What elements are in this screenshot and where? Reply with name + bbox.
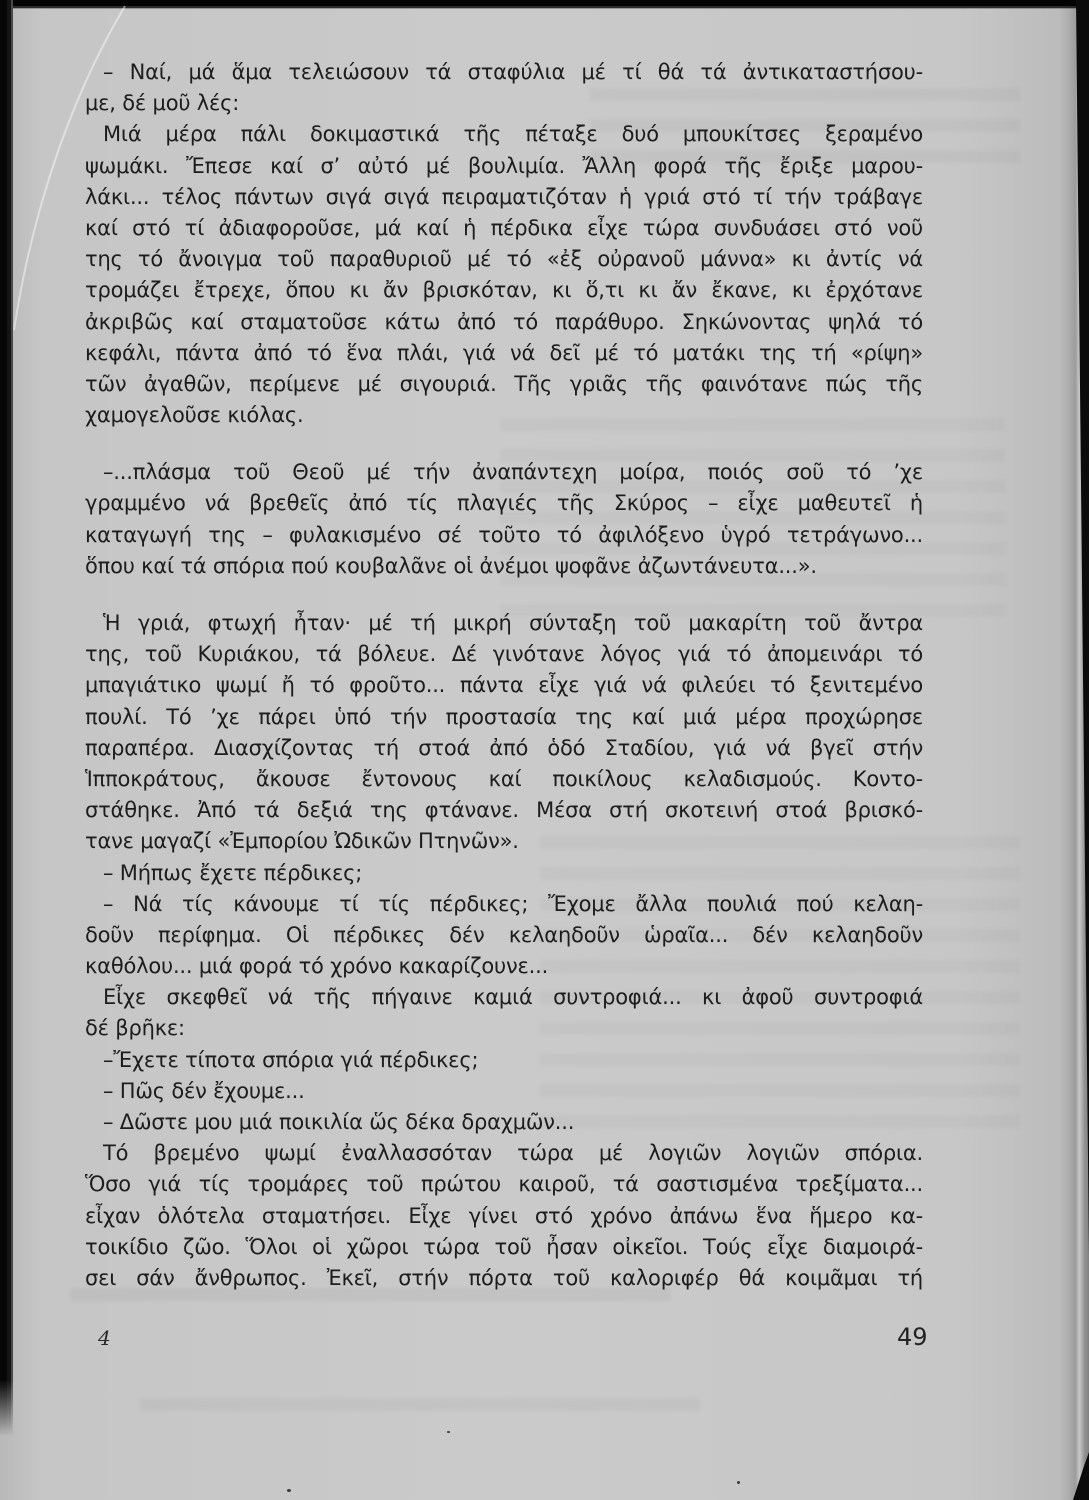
paragraph bbox=[85, 889, 923, 983]
paragraph bbox=[85, 608, 923, 858]
text-line: Ἡ γριά, φτωχή ἦταν· μέ τή μικρή σύνταξη τοῦ μακαρίτη τοῦ ἄντρα bbox=[103, 611, 923, 635]
scan-speck bbox=[287, 1489, 291, 1492]
paragraph bbox=[85, 858, 923, 889]
paragraph bbox=[85, 457, 923, 582]
text-line: της τό ἄνοιγμα τοῦ παραθυριοῦ μέ τό «ἐξ οὐρανοῦ μάννα» κι ἀντίς νά bbox=[85, 247, 923, 272]
text-line: –Ἔχετε τίποτα σπόρια γιά πέρδικες; bbox=[103, 1047, 479, 1072]
text-line: σει σάν ἄνθρωπος. Ἐκεῖ, στήν πόρτα τοῦ καλοριφέρ θά κοιμᾶμαι τή bbox=[85, 1265, 923, 1290]
text-line: τρομάζει ἔτρεχε, ὅπου κι ἄν βρισκόταν, κι ὅ,τι κι ἄν ἔκανε, κι ἐρχότανε bbox=[85, 278, 923, 303]
text-line: – Ναί, μά ἅμα τελειώσουν τά σταφύλια μέ τί θά τά ἀντικαταστήσου- bbox=[103, 60, 923, 84]
text-line: ἀκριβῶς καί σταματοῦσε κάτω ἀπό τό παράθυρο. Σηκώνοντας ψηλά τό bbox=[85, 309, 923, 334]
text-line: παραπέρα. Διασχίζοντας τή στοά ἀπό ὁδό Σταδίου, γιά νά βγεῖ στήν bbox=[85, 735, 923, 760]
text-line: καταγωγή της – φυλακισμένο σέ τοῦτο τό ἀφιλόξενο ὑγρό τετράγωνο... bbox=[85, 522, 923, 547]
paragraph bbox=[85, 119, 923, 431]
page-number-left: 4 bbox=[98, 1326, 111, 1350]
text-line: γραμμένο νά βρεθεῖς ἀπό τίς πλαγιές τῆς Σκύρος – εἶχε μαθευτεῖ ἡ bbox=[85, 491, 923, 516]
paragraph bbox=[85, 1107, 923, 1138]
text-line: τοικίδιο ζῶο. Ὅλοι οἱ χῶροι τώρα τοῦ ἦσαν οἰκεῖοι. Τούς εἶχε διαμοιρά- bbox=[85, 1234, 923, 1259]
text-line: Ἱπποκράτους, ἄκουσε ἔντονους καί ποικίλους κελαδισμούς. Κοντο- bbox=[85, 766, 923, 791]
paragraph bbox=[85, 1076, 923, 1107]
paragraph bbox=[85, 982, 923, 1044]
paragraph bbox=[85, 1138, 923, 1294]
scan-speck bbox=[737, 1481, 740, 1484]
text-line: δέ βρῆκε: bbox=[85, 1016, 185, 1041]
text-line: Εἶχε σκεφθεῖ νά τῆς πήγαινε καμιά συντροφιά... κι ἀφοῦ συντροφιά bbox=[103, 985, 923, 1010]
text-line: ὅπου καί τά σπόρια πού κουβαλᾶνε οἱ ἀνέμοι ψοφᾶνε ἀζωντάνευτα...». bbox=[85, 553, 817, 578]
text-line: της, τοῦ Κυριάκου, τά βόλευε. Δέ γινότανε λόγος γιά τό ἀπομεινάρι τό bbox=[85, 642, 923, 667]
text-line: καθόλου... μιά φορά τό χρόνο κακαρίζουνε... bbox=[85, 954, 549, 979]
text-line: – Πῶς δέν ἔχουμε... bbox=[103, 1078, 305, 1103]
text-line: λάκι... τέλος πάντων σιγά σιγά πειραματιζόταν ἡ γριά στό τί τήν τράβαγε bbox=[85, 184, 923, 209]
text-line: χαμογελοῦσε κιόλας. bbox=[85, 403, 304, 428]
scan-speck bbox=[447, 1431, 450, 1433]
text-line: κεφάλι, πάντα ἀπό τό ἕνα πλάι, γιά νά δεῖ μέ τό ματάκι της τή «ρίψη» bbox=[85, 340, 923, 365]
text-line: –...πλάσμα τοῦ Θεοῦ μέ τήν ἀναπάντεχη μοίρα, ποιός σοῦ τό ’χε bbox=[103, 460, 923, 485]
text-line: πουλί. Τό ’χε πάρει ὑπό τήν προστασία της καί μιά μέρα προχώρησε bbox=[85, 704, 923, 729]
page-text-block bbox=[85, 57, 923, 1294]
page-number-right: 49 bbox=[897, 1323, 928, 1351]
text-line: με, δέ μοῦ λές: bbox=[85, 91, 240, 116]
text-line: ψωμάκι. Ἔπεσε καί σ’ αὐτό μέ βουλιμία. Ἄλλη φορά τῆς ἔριξε μαρου- bbox=[85, 153, 923, 178]
text-line: τανε μαγαζί «Ἐμπορίου Ὠδικῶν Πτηνῶν». bbox=[85, 829, 519, 854]
text-line: τῶν ἀγαθῶν, περίμενε μέ σιγουριά. Τῆς γριᾶς τῆς φαινότανε πώς τῆς bbox=[85, 371, 923, 396]
text-line: – Δῶστε μου μιά ποικιλία ὥς δέκα δραχμῶν... bbox=[103, 1110, 575, 1134]
text-line: Ὅσο γιά τίς τρομάρες τοῦ πρώτου καιροῦ, τά σαστισμένα τρεξίματα... bbox=[85, 1172, 923, 1197]
text-line: καί στό τί ἀδιαφοροῦσε, μά καί ἡ πέρδικα εἶχε τώρα συνδυάσει στό νοῦ bbox=[85, 215, 923, 240]
bleed-through-text bbox=[140, 1398, 700, 1422]
text-line: – Μήπως ἔχετε πέρδικες; bbox=[103, 860, 363, 885]
text-line: εἶχαν ὁλότελα σταματήσει. Εἶχε γίνει στό χρόνο ἀπάνω ἕνα ἥμερο κα- bbox=[85, 1203, 923, 1228]
text-line: δοῦν περίφημα. Οἱ πέρδικες δέν κελαηδοῦν ὡραῖα... δέν κελαηδοῦν bbox=[85, 922, 923, 947]
paragraph bbox=[85, 57, 923, 119]
scan-edge-top bbox=[0, 0, 1089, 10]
text-line: Τό βρεμένο ψωμί ἐναλλασσόταν τώρα μέ λογιῶν λογιῶν σπόρια. bbox=[103, 1141, 923, 1166]
text-line: μπαγιάτικο ψωμί ἤ τό φροῦτο... πάντα εἶχε γιά νά φιλεύει τό ξενιτεμένο bbox=[85, 673, 923, 698]
text-line: στάθηκε. Ἀπό τά δεξιά της φτάνανε. Μέσα στή σκοτεινή στοά βρισκό- bbox=[85, 798, 923, 823]
binding-shadow-left bbox=[0, 0, 15, 1438]
text-line: – Νά τίς κάνουμε τί τίς πέρδικες; Ἔχομε ἄλλα πουλιά πού κελαη- bbox=[103, 891, 923, 916]
paragraph bbox=[85, 1045, 923, 1076]
text-line: Μιά μέρα πάλι δοκιμαστικά τῆς πέταξε δυό μπουκίτσες ξεραμένο bbox=[103, 122, 923, 147]
